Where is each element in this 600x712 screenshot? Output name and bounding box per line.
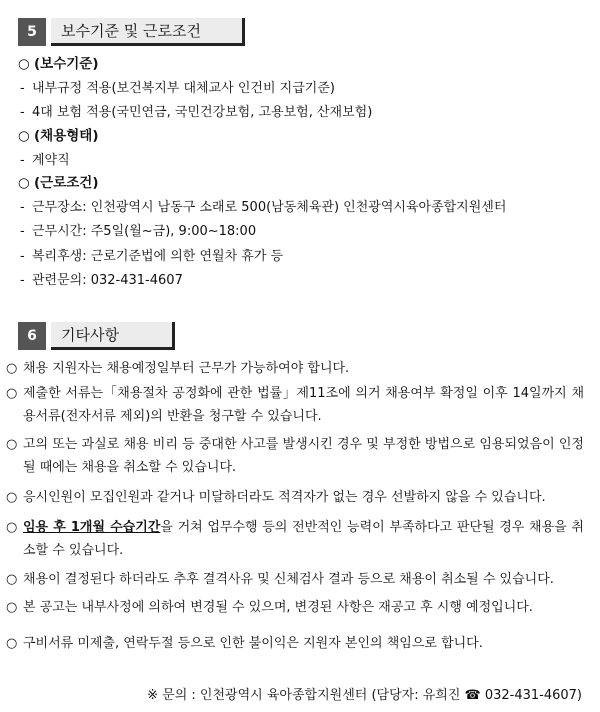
section-6-header [18,322,175,350]
circle-bullet-icon: ○ [6,490,18,505]
circle-bullet-icon: ○ [6,437,18,452]
list-item: - 관련문의: 032-431-4607 [18,269,506,294]
notice-item: ○ 임용 후 1개월 수습기간을 거쳐 업무수행 등의 전반적인 능력이 부족하다고 판단될 경우 채용을 취소할 수 있습니다. [6,516,584,562]
dash-bullet-icon: - [20,224,25,239]
circle-bullet-icon: ○ [6,386,18,401]
probation-emphasis: 임용 후 1개월 수습기간 [23,520,161,535]
list-item: - 계약직 [18,149,99,174]
notice-item: ○ 제출한 서류는「채용절차 공정화에 관한 법률」제11조에 의거 채용여부 확정일 이후 14일까지 채용서류(전자서류 제외)의 반환을 청구할 수 있습니다. [6,382,584,428]
notice-item: ○ 구비서류 미제출, 연락두절 등으로 인한 불이익은 지원자 본인의 책임으로 합니다. [6,632,584,655]
notice-item: ○ 채용이 결정된다 하더라도 추후 결격사유 및 신체검사 결과 등으로 채용이 취소될 수 있습니다. [6,568,584,591]
contact-footer: ※ 문의 : 인천광역시 육아종합지원센터 (담당자: 유희진 ☎ 032-431-4607) [147,688,582,703]
section-number: 6 [18,322,46,350]
circle-bullet-icon: ○ [18,128,30,144]
circle-bullet-icon: ○ [6,361,18,376]
notice-item: ○ 응시인원이 모집인원과 같거나 미달하더라도 적격자가 없는 경우 선발하지 않을 수 있습니다. [6,486,584,509]
dash-bullet-icon: - [20,80,25,96]
section-title: 기타사항 [51,322,175,350]
circle-bullet-icon: ○ [6,600,18,615]
group-heading: ○ (보수기준) [18,52,372,77]
section-title: 보수기준 및 근로조건 [51,18,245,46]
group-heading: ○ (근로조건) [18,171,506,196]
group-pay-standard [18,52,372,126]
dash-bullet-icon: - [20,248,25,264]
dash-bullet-icon: - [20,273,25,288]
section-5-header [18,18,245,46]
notice-item: ○ 본 공고는 내부사정에 의하여 변경될 수 있으며, 변경된 사항은 재공고 후 시행 예정입니다. [6,596,584,619]
notice-item: ○ 고의 또는 과실로 채용 비리 등 중대한 사고를 발생시킨 경우 및 부정한 방법으로 임용되었음이 인정될 때에는 채용을 취소할 수 있습니다. [6,433,584,479]
circle-bullet-icon: ○ [18,56,30,72]
list-item: - 근무시간: 주5일(월~금), 9:00~18:00 [18,220,506,245]
dash-bullet-icon: - [20,152,25,168]
list-item: - 내부규정 적용(보건복지부 대체교사 인건비 지급기준) [18,77,372,102]
dash-bullet-icon: - [20,199,25,215]
list-item: - 근무장소: 인천광역시 남동구 소래로 500(남동체육관) 인천광역시육아종합지원센터 [18,196,506,221]
section-number: 5 [18,18,46,46]
dash-bullet-icon: - [20,105,25,120]
group-heading: ○ (채용형태) [18,124,99,149]
list-item: - 4대 보험 적용(국민연금, 국민건강보험, 고용보험, 산재보험) [18,101,372,126]
notice-item: ○ 채용 지원자는 채용예정일부터 근무가 가능하여야 합니다. [6,357,584,380]
group-employment-type [18,124,99,173]
group-working-conditions [18,171,506,294]
circle-bullet-icon: ○ [6,572,18,587]
circle-bullet-icon: ○ [6,636,18,651]
circle-bullet-icon: ○ [18,175,30,191]
circle-bullet-icon: ○ [6,520,18,535]
list-item: - 복리후생: 근로기준법에 의한 연월차 휴가 등 [18,245,506,270]
